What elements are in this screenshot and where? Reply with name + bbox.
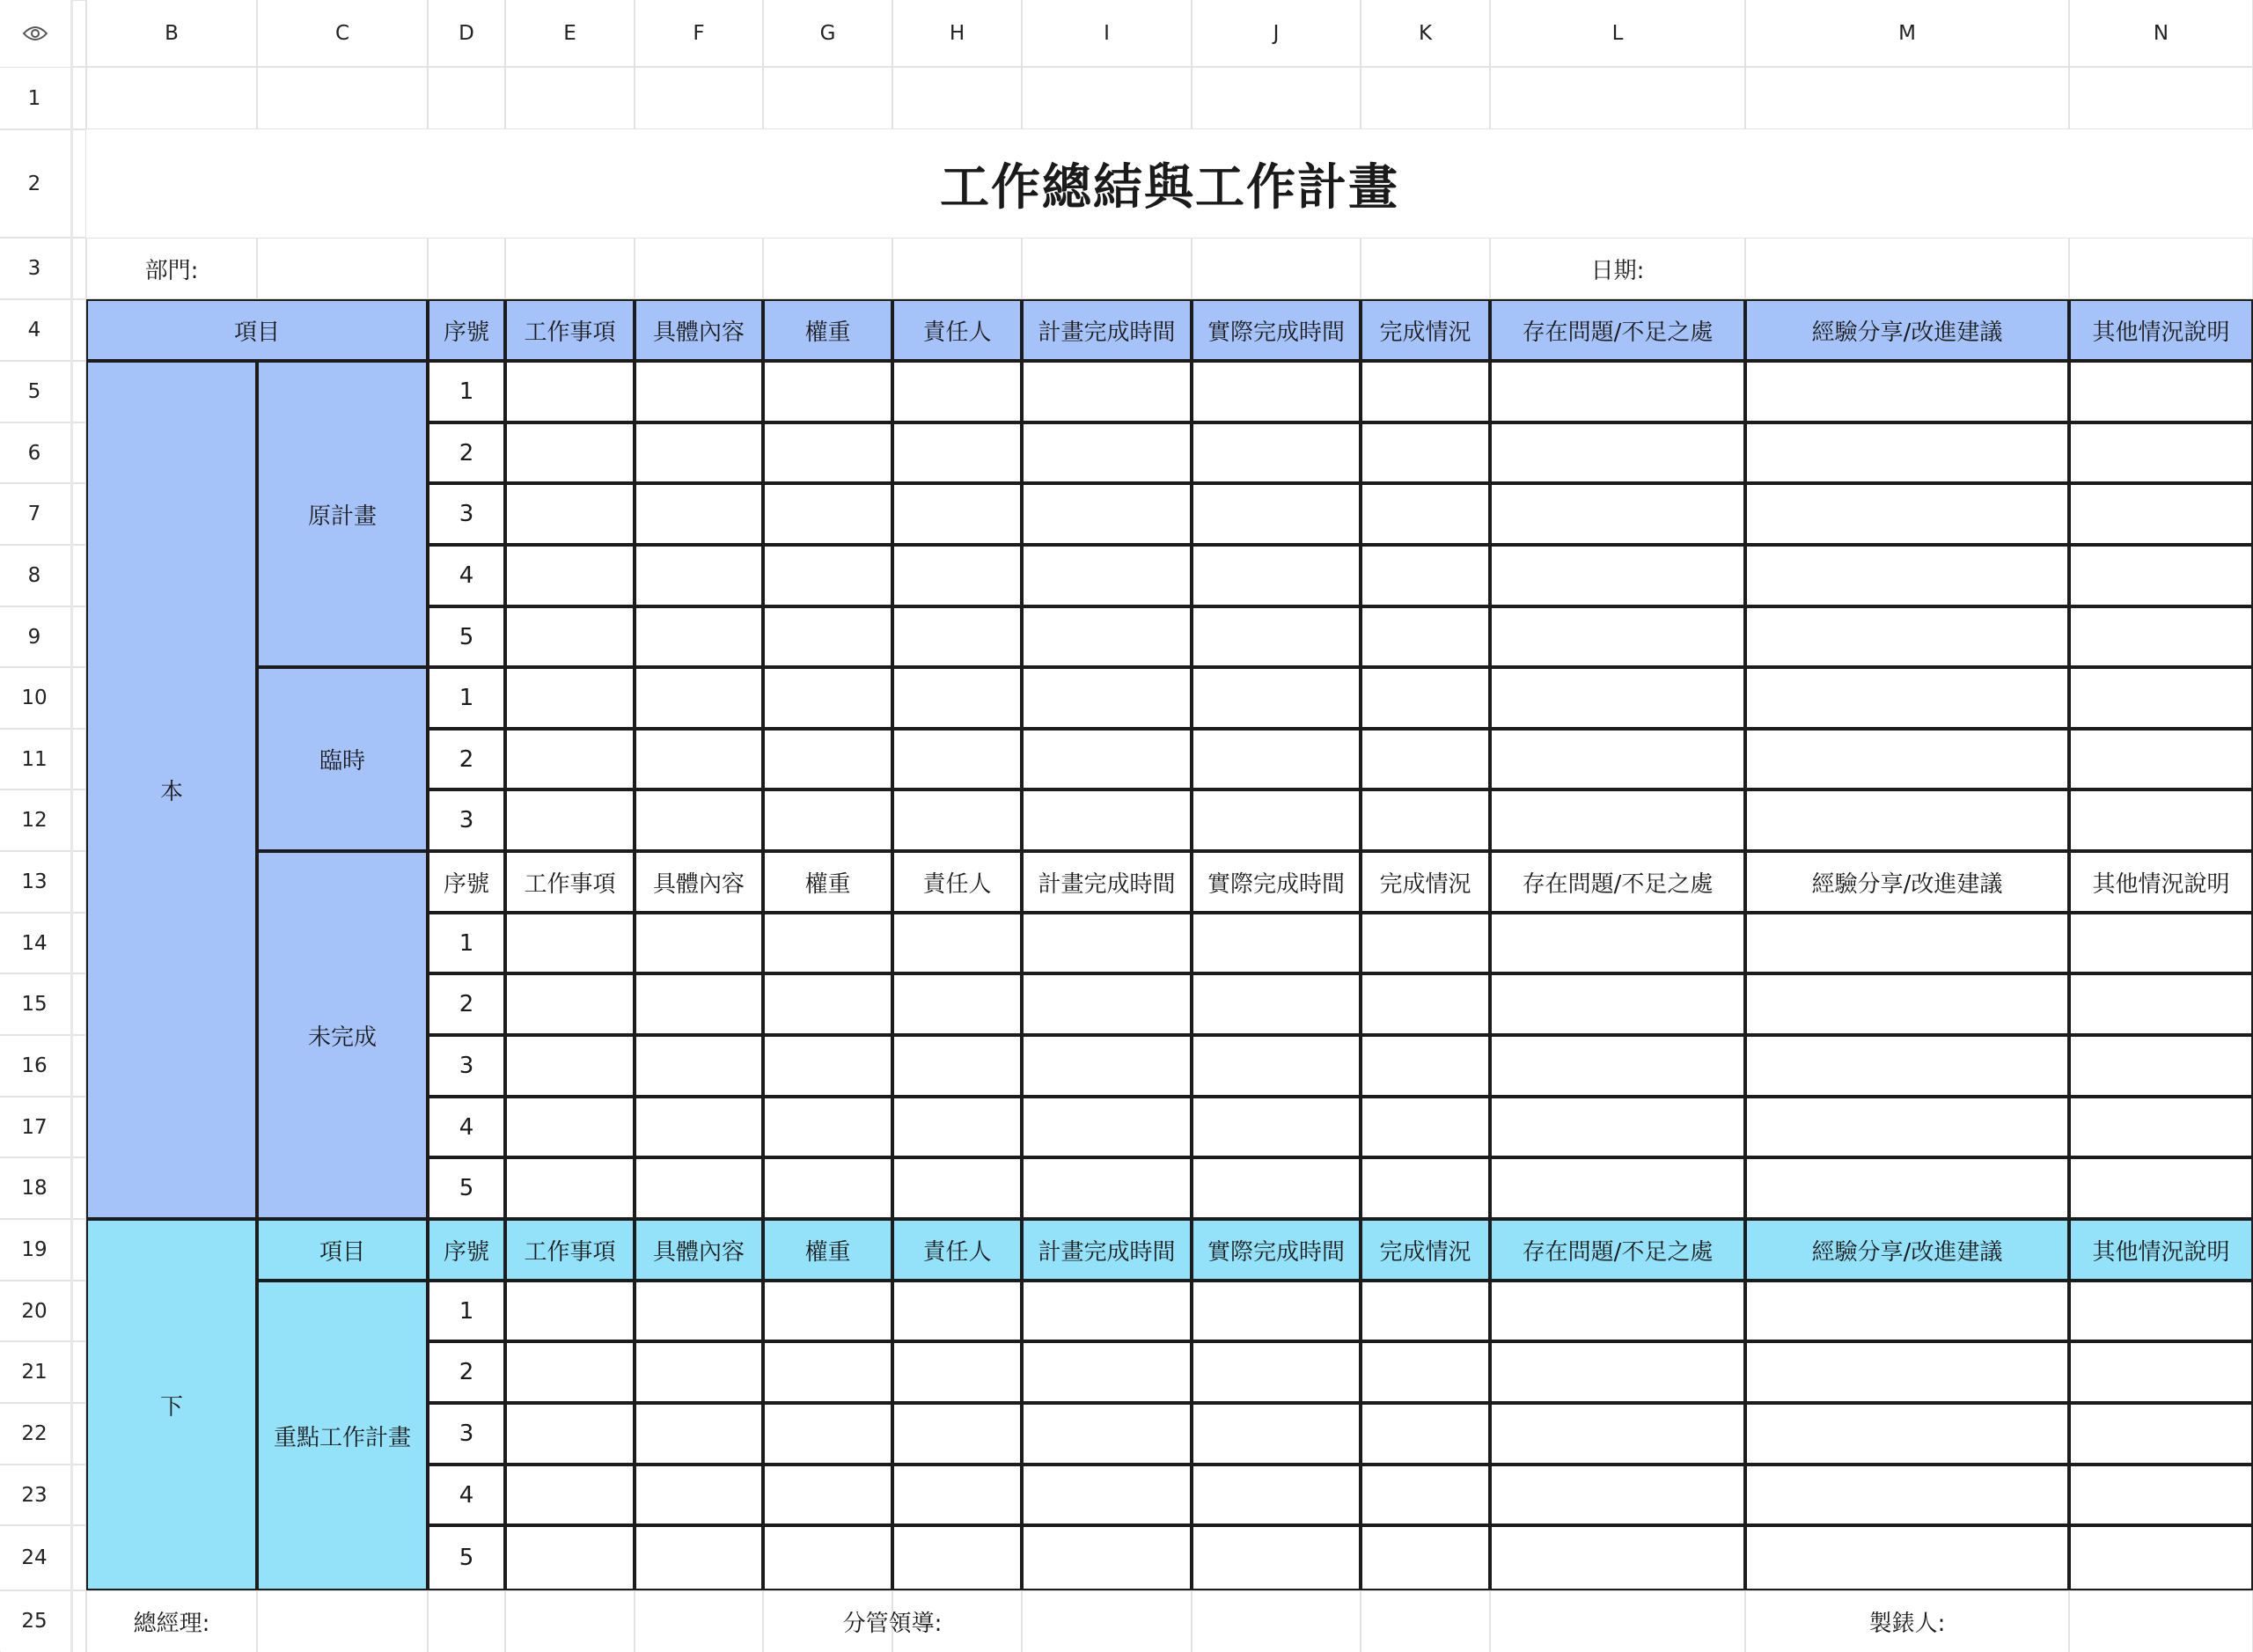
header-4: 權重: [763, 299, 892, 361]
table-cell[interactable]: [763, 789, 892, 851]
column-header-g[interactable]: G: [764, 0, 892, 66]
table-cell[interactable]: [1022, 1465, 1192, 1525]
next-header-11: 其他情況說明: [2069, 1219, 2253, 1281]
table-cell[interactable]: [892, 1403, 1022, 1465]
seq-number: 2: [428, 422, 505, 483]
table-cell[interactable]: [2069, 1035, 2253, 1097]
subheader-3: 具體內容: [635, 851, 763, 913]
table-cell[interactable]: [635, 973, 763, 1035]
table-cell[interactable]: [2069, 422, 2253, 483]
table-cell[interactable]: [1745, 1525, 2069, 1590]
table-cell[interactable]: [2069, 1403, 2253, 1465]
table-cell[interactable]: [2069, 789, 2253, 851]
table-cell[interactable]: [2069, 667, 2253, 729]
table-cell[interactable]: [763, 973, 892, 1035]
table-cell[interactable]: [763, 913, 892, 973]
table-cell[interactable]: [1745, 422, 2069, 483]
table-cell[interactable]: [505, 422, 635, 483]
table-cell[interactable]: [763, 1097, 892, 1157]
table-cell[interactable]: [2069, 913, 2253, 973]
table-cell[interactable]: [1361, 1341, 1490, 1403]
table-cell[interactable]: [1490, 1281, 1745, 1341]
table-cell[interactable]: [763, 545, 892, 606]
seq-number: 3: [428, 1035, 505, 1097]
table-cell[interactable]: [1192, 361, 1361, 422]
seq-number: 4: [428, 1465, 505, 1525]
table-cell[interactable]: [1490, 606, 1745, 667]
table-cell[interactable]: [1361, 1281, 1490, 1341]
subheader-11: 其他情況說明: [2069, 851, 2253, 913]
table-cell[interactable]: [505, 1157, 635, 1219]
table-cell[interactable]: [635, 667, 763, 729]
table-cell[interactable]: [2069, 973, 2253, 1035]
table-cell[interactable]: [892, 1341, 1022, 1403]
seq-number: 1: [428, 667, 505, 729]
table-cell[interactable]: [1745, 1281, 2069, 1341]
group-original-plan: 原計畫: [257, 361, 428, 667]
table-cell[interactable]: [892, 545, 1022, 606]
table-cell[interactable]: [763, 667, 892, 729]
table-cell[interactable]: [1361, 789, 1490, 851]
table-cell[interactable]: [892, 729, 1022, 789]
next-header-1: 序號: [428, 1219, 505, 1281]
table-cell[interactable]: [763, 1035, 892, 1097]
table-cell[interactable]: [1192, 1035, 1361, 1097]
table-cell[interactable]: [1490, 422, 1745, 483]
table-cell[interactable]: [1022, 1097, 1192, 1157]
header-7: 實際完成時間: [1192, 299, 1361, 361]
table-cell[interactable]: [2069, 361, 2253, 422]
seq-number: 5: [428, 1525, 505, 1590]
table-cell[interactable]: [763, 1281, 892, 1341]
table-cell[interactable]: [1192, 729, 1361, 789]
table-cell[interactable]: [892, 789, 1022, 851]
table-cell[interactable]: [763, 1341, 892, 1403]
row-header-9[interactable]: 9: [0, 607, 69, 666]
subheader-5: 責任人: [892, 851, 1022, 913]
table-cell[interactable]: [635, 606, 763, 667]
row-header-4[interactable]: 4: [0, 300, 69, 360]
table-cell[interactable]: [892, 1281, 1022, 1341]
seq-number: 2: [428, 973, 505, 1035]
table-cell[interactable]: [1361, 729, 1490, 789]
table-cell[interactable]: [505, 973, 635, 1035]
subheader-9: 存在問題/不足之處: [1490, 851, 1745, 913]
table-cell[interactable]: [2069, 729, 2253, 789]
table-cell[interactable]: [635, 1525, 763, 1590]
date-label: 日期:: [1590, 257, 1645, 284]
row-header-14[interactable]: 14: [0, 914, 69, 973]
row-header-5[interactable]: 5: [0, 362, 69, 422]
table-cell[interactable]: [763, 361, 892, 422]
next-header-10: 經驗分享/改進建議: [1745, 1219, 2069, 1281]
row-header-16[interactable]: 16: [0, 1036, 69, 1096]
preparer-label: 製錶人:: [1868, 1610, 1946, 1637]
table-cell[interactable]: [505, 729, 635, 789]
table-cell[interactable]: [1022, 1341, 1192, 1403]
header-8: 完成情況: [1361, 299, 1490, 361]
table-cell[interactable]: [505, 789, 635, 851]
table-cell[interactable]: [1192, 1097, 1361, 1157]
header-1: 序號: [428, 299, 505, 361]
header-5: 責任人: [892, 299, 1022, 361]
table-cell[interactable]: [1192, 913, 1361, 973]
table-cell[interactable]: [1022, 729, 1192, 789]
table-cell[interactable]: [1361, 1157, 1490, 1219]
seq-number: 3: [428, 1403, 505, 1465]
table-cell[interactable]: [635, 361, 763, 422]
table-cell[interactable]: [892, 973, 1022, 1035]
subheader-4: 權重: [763, 851, 892, 913]
table-cell[interactable]: [1490, 789, 1745, 851]
header-9: 存在問題/不足之處: [1490, 299, 1745, 361]
table-cell[interactable]: [505, 1281, 635, 1341]
row-header-11[interactable]: 11: [0, 730, 69, 789]
table-cell[interactable]: [1192, 1281, 1361, 1341]
row-header-25[interactable]: 25: [0, 1591, 69, 1651]
table-cell[interactable]: [1022, 973, 1192, 1035]
seq-number: 2: [428, 729, 505, 789]
table-cell[interactable]: [892, 913, 1022, 973]
table-cell[interactable]: [1192, 483, 1361, 545]
table-cell[interactable]: [1361, 1035, 1490, 1097]
row-header-23[interactable]: 23: [0, 1465, 69, 1524]
table-cell[interactable]: [2069, 606, 2253, 667]
table-cell[interactable]: [892, 1525, 1022, 1590]
gridline-horizontal: [0, 66, 2253, 68]
column-header-j[interactable]: J: [1193, 0, 1360, 66]
next-header-6: 計畫完成時間: [1022, 1219, 1192, 1281]
table-cell[interactable]: [1361, 545, 1490, 606]
table-cell[interactable]: [892, 361, 1022, 422]
table-cell[interactable]: [505, 913, 635, 973]
table-cell[interactable]: [1192, 667, 1361, 729]
table-cell[interactable]: [1745, 361, 2069, 422]
row-header-7[interactable]: 7: [0, 484, 69, 544]
table-cell[interactable]: [1490, 1157, 1745, 1219]
row-header-separator: [70, 0, 73, 1652]
table-cell[interactable]: [1022, 483, 1192, 545]
table-cell[interactable]: [635, 913, 763, 973]
table-cell[interactable]: [1490, 483, 1745, 545]
table-cell[interactable]: [2069, 1281, 2253, 1341]
subheader-8: 完成情況: [1361, 851, 1490, 913]
table-cell[interactable]: [1490, 729, 1745, 789]
column-header-e[interactable]: E: [506, 0, 634, 66]
row-header-3[interactable]: 3: [0, 239, 69, 298]
table-cell[interactable]: [892, 1157, 1022, 1219]
table-cell[interactable]: [505, 545, 635, 606]
row-header-24[interactable]: 24: [0, 1526, 69, 1590]
table-cell[interactable]: [892, 1097, 1022, 1157]
header-10: 經驗分享/改進建議: [1745, 299, 2069, 361]
table-cell[interactable]: [1022, 667, 1192, 729]
supervisor-label: 分管領導:: [842, 1610, 943, 1637]
row-header-19[interactable]: 19: [0, 1220, 69, 1280]
row-header-17[interactable]: 17: [0, 1098, 69, 1156]
table-cell[interactable]: [1361, 1097, 1490, 1157]
row-header-22[interactable]: 22: [0, 1404, 69, 1464]
table-cell[interactable]: [1361, 973, 1490, 1035]
table-cell[interactable]: [505, 667, 635, 729]
column-header-d[interactable]: D: [429, 0, 504, 66]
table-cell[interactable]: [1022, 422, 1192, 483]
section-next: 下: [86, 1219, 257, 1590]
group-key-plan: 重點工作計畫: [257, 1281, 428, 1590]
table-cell[interactable]: [763, 1403, 892, 1465]
table-cell[interactable]: [1745, 1403, 2069, 1465]
table-cell[interactable]: [1192, 545, 1361, 606]
table-cell[interactable]: [505, 483, 635, 545]
table-cell[interactable]: [1192, 973, 1361, 1035]
table-cell[interactable]: [1022, 913, 1192, 973]
column-header-m[interactable]: M: [1746, 0, 2068, 66]
table-cell[interactable]: [1022, 361, 1192, 422]
row-header-8[interactable]: 8: [0, 546, 69, 606]
table-cell[interactable]: [505, 1465, 635, 1525]
row-header-15[interactable]: 15: [0, 974, 69, 1034]
table-cell[interactable]: [1490, 1341, 1745, 1403]
table-cell[interactable]: [1745, 483, 2069, 545]
table-cell[interactable]: [635, 789, 763, 851]
row-header-20[interactable]: 20: [0, 1281, 69, 1340]
table-cell[interactable]: [892, 483, 1022, 545]
table-cell[interactable]: [1192, 606, 1361, 667]
table-cell[interactable]: [892, 667, 1022, 729]
next-header-7: 實際完成時間: [1192, 1219, 1361, 1281]
table-cell[interactable]: [763, 1157, 892, 1219]
table-cell[interactable]: [1022, 606, 1192, 667]
table-cell[interactable]: [763, 1465, 892, 1525]
table-cell[interactable]: [1490, 973, 1745, 1035]
table-cell[interactable]: [1192, 422, 1361, 483]
header-2: 工作事項: [505, 299, 635, 361]
column-header-l[interactable]: L: [1491, 0, 1744, 66]
table-cell[interactable]: [2069, 1341, 2253, 1403]
table-cell[interactable]: [635, 1465, 763, 1525]
row-header-10[interactable]: 10: [0, 668, 69, 728]
row-header-2[interactable]: 2: [0, 130, 69, 237]
table-cell[interactable]: [1022, 1035, 1192, 1097]
table-cell[interactable]: [1192, 1157, 1361, 1219]
table-cell[interactable]: [1490, 545, 1745, 606]
subheader-10: 經驗分享/改進建議: [1745, 851, 2069, 913]
table-cell[interactable]: [505, 361, 635, 422]
page-title: 工作總結與工作計畫: [86, 129, 2253, 238]
column-header-n[interactable]: N: [2070, 0, 2252, 66]
table-cell[interactable]: [505, 1035, 635, 1097]
table-cell[interactable]: [1745, 973, 2069, 1035]
table-cell[interactable]: [1745, 1157, 2069, 1219]
table-cell[interactable]: [1022, 789, 1192, 851]
table-cell[interactable]: [763, 606, 892, 667]
table-cell[interactable]: [892, 1465, 1022, 1525]
department-label: 部門:: [144, 257, 199, 284]
subheader-2: 工作事項: [505, 851, 635, 913]
seq-number: 2: [428, 1341, 505, 1403]
table-cell[interactable]: [1192, 1341, 1361, 1403]
table-cell[interactable]: [1745, 1097, 2069, 1157]
header-item: 項目: [86, 299, 428, 361]
table-cell[interactable]: [1192, 1525, 1361, 1590]
table-cell[interactable]: [1361, 667, 1490, 729]
table-cell[interactable]: [1745, 667, 2069, 729]
table-cell[interactable]: [892, 1035, 1022, 1097]
table-cell[interactable]: [635, 545, 763, 606]
table-cell[interactable]: [1192, 1465, 1361, 1525]
table-cell[interactable]: [635, 1157, 763, 1219]
row-header-6[interactable]: 6: [0, 423, 69, 482]
table-cell[interactable]: [1022, 1525, 1192, 1590]
next-header-2: 工作事項: [505, 1219, 635, 1281]
row-header-13[interactable]: 13: [0, 852, 69, 912]
seq-number: 4: [428, 545, 505, 606]
next-header-4: 權重: [763, 1219, 892, 1281]
table-cell[interactable]: [635, 1341, 763, 1403]
table-cell[interactable]: [1745, 729, 2069, 789]
table-cell[interactable]: [2069, 545, 2253, 606]
header-6: 計畫完成時間: [1022, 299, 1192, 361]
select-all-corner[interactable]: [0, 0, 70, 67]
table-cell[interactable]: [635, 1281, 763, 1341]
table-cell[interactable]: [1745, 1465, 2069, 1525]
table-cell[interactable]: [763, 729, 892, 789]
seq-number: 1: [428, 1281, 505, 1341]
seq-number: 3: [428, 789, 505, 851]
table-cell[interactable]: [1490, 1035, 1745, 1097]
table-cell[interactable]: [2069, 1525, 2253, 1590]
subheader-7: 實際完成時間: [1192, 851, 1361, 913]
next-header-item: 項目: [257, 1219, 428, 1281]
next-header-8: 完成情況: [1361, 1219, 1490, 1281]
table-cell[interactable]: [1745, 1035, 2069, 1097]
table-cell[interactable]: [635, 1035, 763, 1097]
group-temporary: 臨時: [257, 667, 428, 851]
column-header-i[interactable]: I: [1023, 0, 1191, 66]
table-cell[interactable]: [635, 422, 763, 483]
table-cell[interactable]: [1361, 1403, 1490, 1465]
table-cell[interactable]: [505, 1097, 635, 1157]
table-cell[interactable]: [1745, 1341, 2069, 1403]
header-3: 具體內容: [635, 299, 763, 361]
column-header-f[interactable]: F: [635, 0, 762, 66]
table-cell[interactable]: [2069, 1097, 2253, 1157]
table-cell[interactable]: [763, 483, 892, 545]
table-cell[interactable]: [1490, 361, 1745, 422]
seq-number: 1: [428, 913, 505, 973]
table-cell[interactable]: [1361, 483, 1490, 545]
group-unfinished: 未完成: [257, 851, 428, 1219]
column-header-k[interactable]: K: [1361, 0, 1489, 66]
table-cell[interactable]: [1192, 789, 1361, 851]
table-cell[interactable]: [1022, 1403, 1192, 1465]
seq-number: 5: [428, 606, 505, 667]
table-cell[interactable]: [1022, 1157, 1192, 1219]
row-header-1[interactable]: 1: [0, 68, 69, 128]
table-cell[interactable]: [1490, 1097, 1745, 1157]
table-cell[interactable]: [1745, 606, 2069, 667]
table-cell[interactable]: [505, 1341, 635, 1403]
table-cell[interactable]: [2069, 483, 2253, 545]
table-cell[interactable]: [892, 422, 1022, 483]
table-cell[interactable]: [1490, 913, 1745, 973]
table-cell[interactable]: [635, 1403, 763, 1465]
table-cell[interactable]: [1490, 667, 1745, 729]
subheader-6: 計畫完成時間: [1022, 851, 1192, 913]
table-cell[interactable]: [2069, 1465, 2253, 1525]
general-manager-label: 總經理:: [133, 1610, 210, 1637]
seq-number: 4: [428, 1097, 505, 1157]
table-cell[interactable]: [1490, 1465, 1745, 1525]
eye-icon[interactable]: [22, 25, 48, 42]
table-cell[interactable]: [1192, 1403, 1361, 1465]
table-cell[interactable]: [1490, 1525, 1745, 1590]
table-cell[interactable]: [505, 1403, 635, 1465]
next-header-5: 責任人: [892, 1219, 1022, 1281]
table-cell[interactable]: [1361, 361, 1490, 422]
row-header-21[interactable]: 21: [0, 1342, 69, 1402]
table-cell[interactable]: [763, 422, 892, 483]
table-cell[interactable]: [635, 1097, 763, 1157]
table-cell[interactable]: [1745, 545, 2069, 606]
header-11: 其他情況說明: [2069, 299, 2253, 361]
table-cell[interactable]: [1745, 913, 2069, 973]
section-current: 本: [86, 361, 257, 1219]
column-header-h[interactable]: H: [893, 0, 1021, 66]
table-cell[interactable]: [1361, 1525, 1490, 1590]
seq-number: 5: [428, 1157, 505, 1219]
next-header-9: 存在問題/不足之處: [1490, 1219, 1745, 1281]
table-cell[interactable]: [1361, 606, 1490, 667]
table-cell[interactable]: [1022, 1281, 1192, 1341]
table-cell[interactable]: [1745, 789, 2069, 851]
table-cell[interactable]: [635, 483, 763, 545]
column-header-b[interactable]: B: [87, 0, 256, 66]
table-cell[interactable]: [1361, 422, 1490, 483]
subheader-1: 序號: [428, 851, 505, 913]
row-header-18[interactable]: 18: [0, 1158, 69, 1218]
table-cell[interactable]: [892, 606, 1022, 667]
table-cell[interactable]: [1361, 1465, 1490, 1525]
next-header-3: 具體內容: [635, 1219, 763, 1281]
seq-number: 1: [428, 361, 505, 422]
table-cell[interactable]: [763, 1525, 892, 1590]
row-header-12[interactable]: 12: [0, 790, 69, 850]
table-cell[interactable]: [2069, 1157, 2253, 1219]
table-cell[interactable]: [1361, 913, 1490, 973]
seq-number: 3: [428, 483, 505, 545]
column-header-c[interactable]: C: [258, 0, 427, 66]
table-cell[interactable]: [635, 729, 763, 789]
table-cell[interactable]: [1022, 545, 1192, 606]
table-cell[interactable]: [1490, 1403, 1745, 1465]
table-cell[interactable]: [505, 1525, 635, 1590]
table-cell[interactable]: [505, 606, 635, 667]
